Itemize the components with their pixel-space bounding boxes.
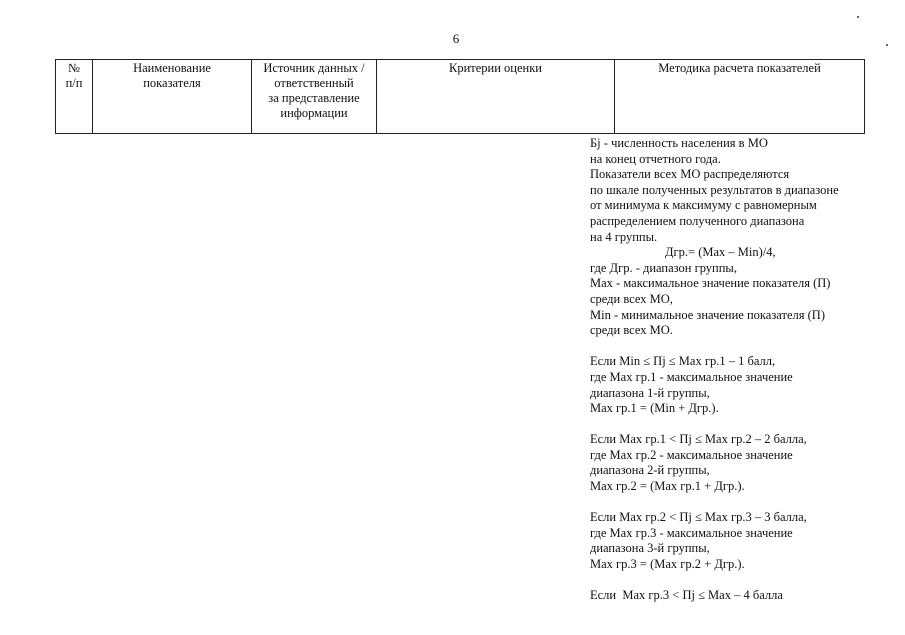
paragraph-gap xyxy=(590,417,862,433)
methodology-line: диапазона 3-й группы, xyxy=(590,541,710,556)
methodology-line: диапазона 2-й группы, xyxy=(590,463,710,478)
scan-speck xyxy=(886,44,888,46)
column-header-methodology-label: Методика расчета показателей xyxy=(658,61,821,75)
methodology-line: Показатели всех МО распределяются xyxy=(590,167,790,182)
page-number: 6 xyxy=(452,31,460,46)
methodology-line: среди всех МО, xyxy=(590,291,673,306)
methodology-line: Min - минимальное значение показателя (П) xyxy=(590,307,825,322)
paragraph-gap xyxy=(590,339,862,355)
methodology-line: Max гр.3 = (Max гр.2 + Дгр.). xyxy=(590,557,745,572)
methodology-line: где Max гр.2 - максимальное значение xyxy=(590,447,793,462)
methodology-line: распределением полученного диапазона xyxy=(590,213,805,228)
methodology-line: Max - максимальное значение показателя (П) xyxy=(590,276,831,291)
methodology-line: среди всех МО. xyxy=(590,323,673,338)
methodology-line: по шкале полученных результатов в диапазоне xyxy=(590,182,839,197)
methodology-line: где Дгр. - диапазон группы, xyxy=(590,260,737,275)
methodology-line: Бj - численность населения в МО xyxy=(590,136,768,150)
methodology-line: диапазона 1-й группы, xyxy=(590,385,710,400)
methodology-line: Если Max гр.2 < Пj ≤ Max гр.3 – 3 балла, xyxy=(590,510,807,525)
methodology-line: Если Max гр.3 < Пj ≤ Max – 4 балла xyxy=(590,588,783,603)
column-header-data-source xyxy=(252,60,377,134)
paragraph-gap xyxy=(590,495,862,511)
methodology-line: Если Max гр.1 < Пj ≤ Max гр.2 – 2 балла, xyxy=(590,432,807,447)
criteria-table-header xyxy=(55,59,865,134)
methodology-line: на конец отчетного года. xyxy=(590,151,721,166)
methodology-line: где Max гр.1 - максимальное значение xyxy=(590,369,793,384)
methodology-line: где Max гр.3 - максимальное значение xyxy=(590,525,793,540)
methodology-line: Если Min ≤ Пj ≤ Max гр.1 – 1 балл, xyxy=(590,354,776,369)
column-header-number xyxy=(56,60,93,134)
column-header-data-source-label: Источник данных / ответственный за представление информации xyxy=(263,61,365,120)
scan-speck xyxy=(857,16,859,18)
methodology-line: на 4 группы. xyxy=(590,229,658,244)
column-header-methodology xyxy=(615,60,865,134)
methodology-line: Дгр.= (Max – Min)/4, xyxy=(665,245,776,260)
column-header-indicator-name-label: Наименование показателя xyxy=(133,61,211,90)
methodology-line: Max гр.2 = (Max гр.1 + Дгр.). xyxy=(590,479,745,494)
column-header-number-label: № п/п xyxy=(65,61,83,90)
paragraph-gap xyxy=(590,573,862,589)
column-header-criteria-label: Критерии оценки xyxy=(449,61,542,75)
column-header-criteria xyxy=(377,60,615,134)
methodology-line: от минимума к максимуму с равномерным xyxy=(590,198,817,213)
column-header-indicator-name xyxy=(93,60,252,134)
table-header-row xyxy=(56,60,865,134)
methodology-text xyxy=(590,136,862,604)
methodology-line: Max гр.1 = (Min + Дгр.). xyxy=(590,401,719,416)
